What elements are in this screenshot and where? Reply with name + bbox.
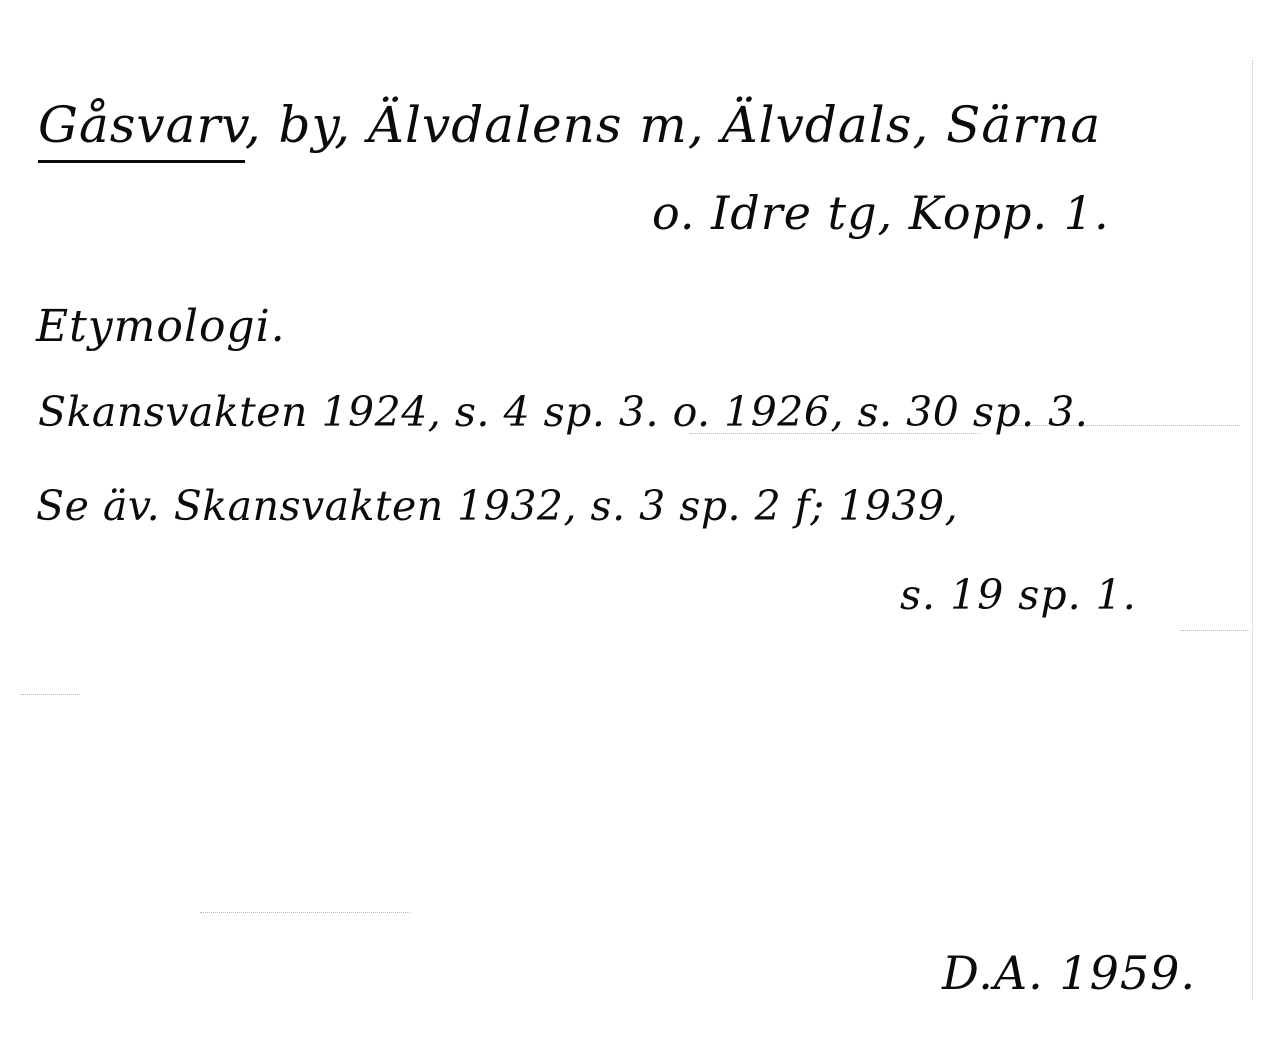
reference-line-3: s. 19 sp. 1. [900,571,1137,619]
headword: Gåsvarv [38,96,245,163]
scan-dotted-edge [1252,60,1253,1000]
headword-descriptor: , by, Älvdalens m, Älvdals, Särna [244,96,1102,154]
headword-line [38,96,1102,154]
parish-line: o. Idre tg, Kopp. 1. [652,186,1110,240]
signature: D.A. 1959. [942,946,1197,1000]
scan-dotted-line [1180,630,1250,631]
scan-dotted-line [200,912,410,913]
reference-line-1: Skansvakten 1924, s. 4 sp. 3. o. 1926, s. 30 sp. 3. [38,388,1089,436]
reference-line-2: Se äv. Skansvakten 1932, s. 3 sp. 2 f; 1939, [36,482,959,530]
etymology-label: Etymologi. [36,301,286,352]
scan-dotted-line [20,694,80,695]
